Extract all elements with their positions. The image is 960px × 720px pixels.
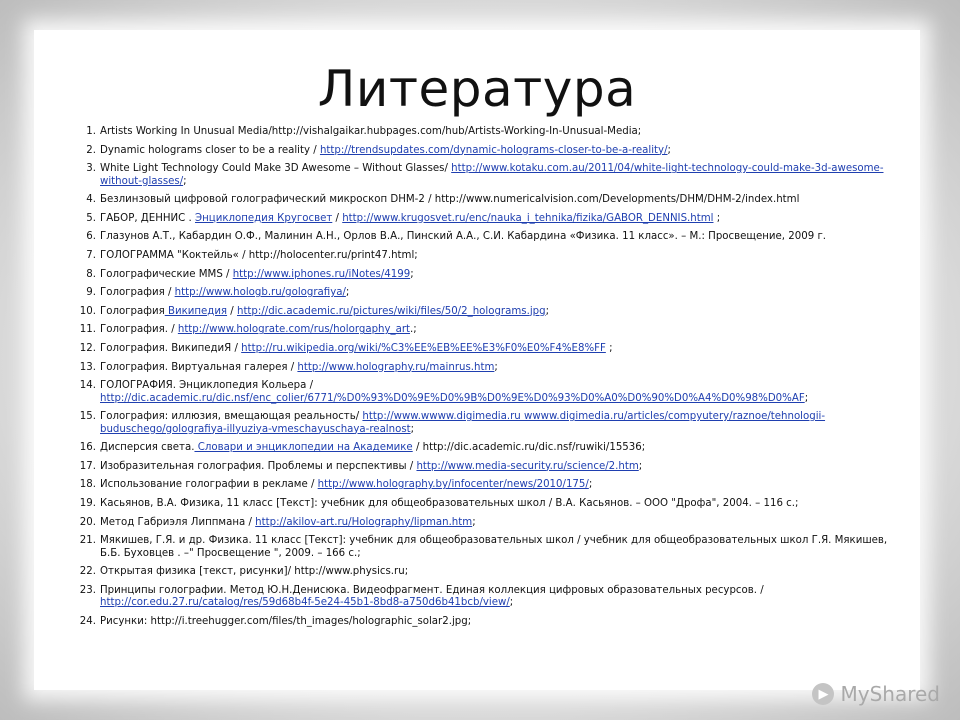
slide <box>34 30 920 690</box>
reference-text: ; <box>667 144 671 156</box>
reference-text: Рисунки: http://i.treehugger.com/files/th_images/holographic_solar2.jpg; <box>100 615 472 627</box>
reference-number: 18. <box>79 479 96 491</box>
reference-item <box>72 213 892 225</box>
reference-number: 13. <box>79 361 96 373</box>
reference-link[interactable]: http://www.holography.ru/mainrus.htm <box>297 361 495 373</box>
reference-text: Голография. / <box>100 324 178 336</box>
reference-link[interactable]: http://dic.academic.ru/dic.nsf/enc_colier/6771/%D0%93%D0%9E%D0%9B%D0%9E%D0%93%D0%A0%D0%90%D0%A4%D0%98%D0%AF <box>100 392 805 404</box>
reference-number: 16. <box>79 442 96 454</box>
reference-text: White Light Technology Could Make 3D Awesome – Without Glasses/ <box>100 163 452 175</box>
reference-text: Dynamic holograms closer to be a reality / <box>100 144 320 156</box>
reference-text: ; <box>509 597 514 609</box>
reference-text: Голография. Виртуальная галерея / <box>100 361 298 373</box>
reference-link[interactable]: http://trendsupdates.com/dynamic-holograms-closer-to-be-a-reality/ <box>319 144 668 156</box>
reference-list <box>72 126 892 634</box>
reference-text: Метод Габриэля Липпмана / <box>100 516 256 528</box>
reference-text: ; <box>545 305 550 317</box>
reference-text: Изобразительная голография. Проблемы и перспективы / <box>100 460 417 472</box>
reference-text: ГАБОР, ДЕННИС . <box>100 212 195 224</box>
reference-text: ; <box>183 175 187 187</box>
reference-item <box>72 479 892 491</box>
reference-number: 14. <box>79 380 96 392</box>
reference-item <box>72 442 892 454</box>
reference-text: Безлинзовый цифровой голографический микроскоп DHM-2 / http://www.numericalvision.com/Developments/DHM/DHM-2/index.html <box>100 194 800 206</box>
reference-link[interactable]: http://www.wwww.digimedia.ru wwww.digimedia.ru/articles/compyutery/raznoe/tehnologii-buduschego/golografiya-illyuziya-vmeschayuschaya-realnost <box>100 411 826 435</box>
reference-number: 7. <box>86 249 96 261</box>
reference-text: ; <box>345 287 350 299</box>
reference-text: ; <box>638 460 643 472</box>
reference-text: ; <box>804 392 809 404</box>
reference-text: Artists Working In Unusual Media/http://vishalgaikar.hubpages.com/hub/Artists-Working-In-Unusual-Media; <box>100 126 642 137</box>
reference-text: Открытая физика [текст, рисунки]/ http://www.physics.ru; <box>100 566 409 578</box>
reference-text: ; <box>410 423 415 435</box>
reference-text: ; <box>472 516 476 528</box>
reference-number: 10. <box>79 305 96 317</box>
reference-text: ; <box>410 268 414 280</box>
reference-link[interactable]: http://dic.academic.ru/pictures/wiki/files/50/2_holograms.jpg <box>236 305 546 317</box>
reference-link[interactable]: http://cor.edu.27.ru/catalog/res/59d68b4f-5e24-45b1-8bd8-a750d6b41bcb/view/ <box>100 597 510 609</box>
reference-text: .; <box>410 324 417 336</box>
reference-text: Голографические MMS / <box>100 268 233 280</box>
reference-text: ; <box>494 361 498 373</box>
reference-link[interactable]: http://www.kotaku.com.au/2011/04/white-light-technology-could-make-3d-awesome-without-glasses/ <box>100 163 884 187</box>
reference-text: ГОЛОГРАФИЯ. Энциклопедия Кольера / <box>100 380 313 392</box>
reference-text: Голография: иллюзия, вмещающая реальность/ <box>100 411 363 423</box>
reference-number: 9. <box>86 287 96 299</box>
reference-text: Мякишев, Г.Я. и др. Физика. 11 класс [Текст]: учебник для общеобразовательных школ / учебник для общеобразовательных школ Г.Я. Мякишев, Б.Б. Буховцев . –" Просвещение ", 2009. – 166 с.; <box>100 535 888 559</box>
reference-text: ; <box>605 342 613 354</box>
reference-item <box>72 616 892 628</box>
reference-link[interactable]: http://www.holography.by/infocenter/news/2010/175/ <box>317 479 589 491</box>
reference-link[interactable]: Словари и энциклопедии на Академике <box>194 442 413 454</box>
reference-text: Голография. ВикипедиЯ / <box>100 342 242 354</box>
page-title: Литература <box>317 60 637 118</box>
reference-number: 20. <box>79 516 96 528</box>
reference-number: 5. <box>86 212 96 224</box>
reference-link[interactable]: http://www.krugosvet.ru/enc/nauka_i_tehnika/fizika/GABOR_DENNIS.html <box>342 212 714 224</box>
reference-text: / http://dic.academic.ru/dic.nsf/ruwiki/15536; <box>412 442 646 454</box>
reference-link[interactable]: http://www.hologb.ru/golografiya/ <box>174 287 346 299</box>
reference-item <box>72 287 892 299</box>
reference-text: Касьянов, В.А. Физика, 11 класс [Текст]: учебник для общеобразовательных школ / В.А. Касьянов. – ООО "Дрофа", 2004. – 116 с.; <box>100 497 799 509</box>
reference-text: ; <box>713 212 721 224</box>
reference-item <box>72 231 892 243</box>
reference-text: Принципы голографии. Метод Ю.Н.Денисюка. Видеофрагмент. Единая коллекция цифровых образовательных ресурсов. / <box>100 584 764 596</box>
reference-item <box>72 380 892 405</box>
reference-link[interactable]: http://www.media-security.ru/science/2.htm <box>416 460 639 472</box>
reference-item <box>72 343 892 355</box>
reference-item <box>72 126 892 138</box>
myshared-logo-icon: ▶ <box>812 683 834 705</box>
reference-number: 17. <box>79 460 96 472</box>
reference-item <box>72 585 892 610</box>
reference-number: 19. <box>79 497 96 509</box>
reference-number: 24. <box>79 615 96 627</box>
reference-item <box>72 250 892 262</box>
reference-item <box>72 498 892 510</box>
reference-item <box>72 535 892 560</box>
reference-number: 22. <box>79 566 96 578</box>
reference-number: 11. <box>79 324 96 336</box>
reference-number: 8. <box>86 268 96 280</box>
reference-item <box>72 566 892 578</box>
reference-item <box>72 461 892 473</box>
reference-text: Дисперсия света. <box>100 442 195 454</box>
watermark-text: MyShared <box>840 682 940 706</box>
watermark <box>812 682 940 706</box>
reference-number: 1. <box>86 126 96 137</box>
reference-item <box>72 362 892 374</box>
reference-item <box>72 306 892 318</box>
reference-item <box>72 411 892 436</box>
reference-link[interactable]: http://akilov-art.ru/Holography/lipman.htm <box>255 516 473 528</box>
reference-number: 21. <box>79 535 96 547</box>
reference-item <box>72 324 892 336</box>
reference-text: Использование голографии в рекламе / <box>100 479 318 491</box>
reference-link[interactable]: http://www.holograte.com/rus/holorgaphy_art <box>177 324 411 336</box>
reference-number: 2. <box>86 144 96 156</box>
reference-number: 15. <box>79 411 96 423</box>
reference-item <box>72 517 892 529</box>
reference-link[interactable]: Википедия <box>164 305 228 317</box>
reference-number: 23. <box>79 584 96 596</box>
reference-number: 3. <box>86 163 96 175</box>
reference-text: / <box>332 212 343 224</box>
reference-number: 6. <box>86 231 96 243</box>
reference-link[interactable]: Энциклопедия Кругосвет <box>194 212 333 224</box>
reference-text: ГОЛОГРАММА "Коктейль« / http://holocenter.ru/print47.html; <box>100 249 418 261</box>
reference-text: / <box>227 305 237 317</box>
reference-text: ; <box>588 479 593 491</box>
reference-text: Голография / <box>100 287 175 299</box>
reference-item <box>72 163 892 188</box>
reference-number: 4. <box>86 194 96 206</box>
reference-item <box>72 194 892 206</box>
reference-link[interactable]: http://www.iphones.ru/iNotes/4199 <box>232 268 411 280</box>
reference-number: 12. <box>79 342 96 354</box>
reference-item <box>72 145 892 157</box>
reference-text: Глазунов А.Т., Кабардин О.Ф., Малинин А.Н., Орлов В.А., Пинский А.А., С.И. Кабардина «Физика. 11 класс». – М.: Просвещение, 2009 г. <box>100 231 827 243</box>
reference-item <box>72 269 892 281</box>
reference-text: Голография <box>100 305 165 317</box>
reference-link[interactable]: http://ru.wikipedia.org/wiki/%C3%EE%EB%EE%E3%F0%E0%F4%E8%FF <box>241 342 606 354</box>
